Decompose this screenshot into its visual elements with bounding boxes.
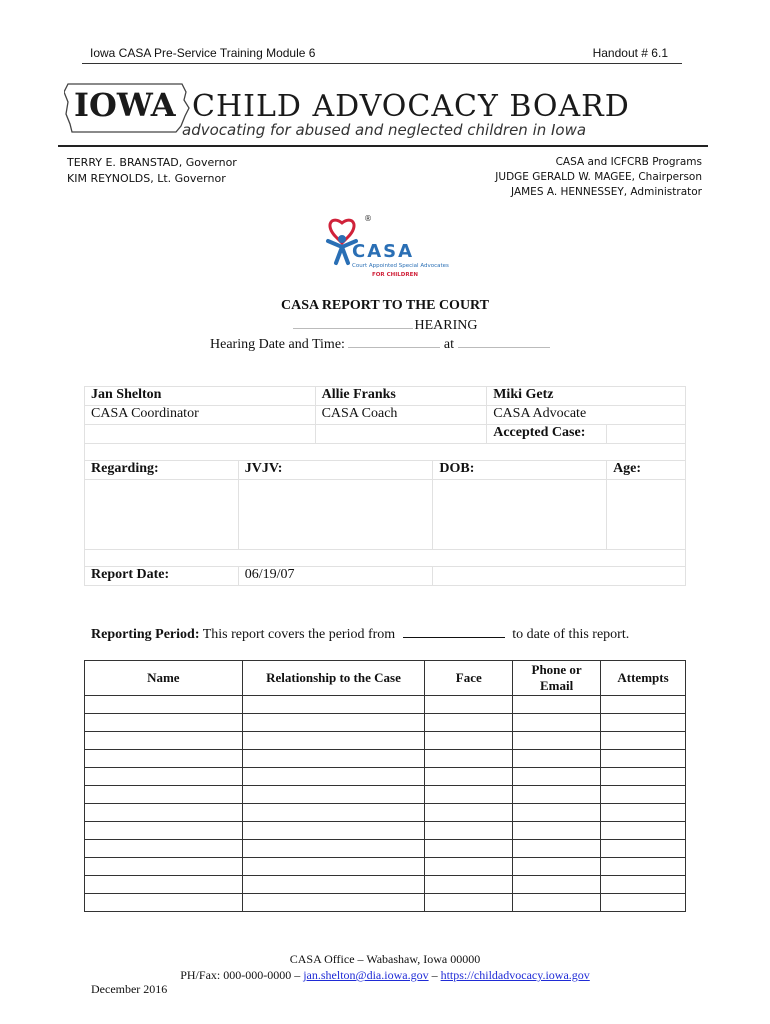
table-cell[interactable] bbox=[85, 822, 243, 840]
report-title: CASA REPORT TO THE COURT bbox=[280, 298, 490, 313]
table-cell[interactable] bbox=[601, 696, 686, 714]
logo-iowa-text: IOWA bbox=[74, 86, 176, 124]
footer-dash: – bbox=[431, 968, 438, 982]
table-cell[interactable] bbox=[601, 786, 686, 804]
table-cell[interactable] bbox=[513, 750, 601, 768]
table-cell[interactable] bbox=[85, 732, 243, 750]
table-cell[interactable] bbox=[85, 696, 243, 714]
table-cell[interactable] bbox=[242, 786, 425, 804]
governor: TERRY E. BRANSTAD, Governor bbox=[67, 156, 237, 169]
hearing-label: HEARING bbox=[414, 318, 478, 333]
reporting-period bbox=[91, 625, 629, 643]
table-cell[interactable] bbox=[85, 714, 243, 732]
table-cell[interactable] bbox=[425, 822, 513, 840]
table-cell[interactable] bbox=[425, 732, 513, 750]
age-label: Age: bbox=[607, 461, 686, 480]
hearing-date-label: Hearing Date and Time: bbox=[210, 337, 345, 352]
table-cell[interactable] bbox=[513, 858, 601, 876]
programs: CASA and ICFCRB Programs bbox=[555, 156, 702, 168]
case-info-table bbox=[84, 386, 686, 586]
table-cell[interactable] bbox=[85, 786, 243, 804]
dob-field[interactable] bbox=[433, 480, 607, 550]
table-row bbox=[85, 696, 686, 714]
handout-label: Handout # 6.1 bbox=[592, 46, 668, 60]
jvjv-label: JVJV: bbox=[238, 461, 433, 480]
footer-date: December 2016 bbox=[91, 982, 168, 996]
table-row bbox=[85, 858, 686, 876]
table-cell[interactable] bbox=[601, 768, 686, 786]
regarding-label: Regarding: bbox=[85, 461, 239, 480]
table-cell[interactable] bbox=[85, 804, 243, 822]
table-cell[interactable] bbox=[513, 714, 601, 732]
jvjv-field[interactable] bbox=[238, 480, 433, 550]
casa-logo bbox=[318, 215, 458, 285]
accepted-case-label: Accepted Case: bbox=[487, 425, 607, 444]
chairperson: JUDGE GERALD W. MAGEE, Chairperson bbox=[495, 171, 702, 183]
coordinator-name: Jan Shelton bbox=[85, 387, 316, 406]
col-name: Name bbox=[85, 661, 243, 696]
casa-word: CASA bbox=[352, 241, 415, 262]
table-cell[interactable] bbox=[242, 804, 425, 822]
col-phone-email: Phone or Email bbox=[513, 661, 601, 696]
table-row bbox=[85, 876, 686, 894]
table-cell[interactable] bbox=[513, 786, 601, 804]
contacts-body bbox=[85, 696, 686, 912]
footer-phfax: PH/Fax: 000-000-0000 – bbox=[180, 968, 301, 982]
table-cell[interactable] bbox=[601, 822, 686, 840]
table-cell[interactable] bbox=[425, 804, 513, 822]
table-cell[interactable] bbox=[242, 858, 425, 876]
table-cell[interactable] bbox=[425, 876, 513, 894]
reporting-period-text2: to date of this report. bbox=[512, 627, 630, 642]
lt-governor: KIM REYNOLDS, Lt. Governor bbox=[67, 172, 226, 185]
table-cell[interactable] bbox=[242, 750, 425, 768]
table-cell[interactable] bbox=[242, 714, 425, 732]
reporting-period-text1: This report covers the period from bbox=[202, 627, 396, 642]
hearing-type-blank[interactable] bbox=[293, 316, 413, 329]
table-cell[interactable] bbox=[601, 840, 686, 858]
coach-role: CASA Coach bbox=[315, 406, 487, 425]
table-cell[interactable] bbox=[513, 840, 601, 858]
table-cell[interactable] bbox=[601, 750, 686, 768]
table-cell[interactable] bbox=[242, 840, 425, 858]
table-row bbox=[85, 840, 686, 858]
report-date-value[interactable]: 06/19/07 bbox=[238, 567, 433, 586]
dob-label: DOB: bbox=[433, 461, 607, 480]
casa-for-children: FOR CHILDREN bbox=[372, 272, 418, 278]
table-row bbox=[85, 750, 686, 768]
officials-left bbox=[67, 155, 237, 187]
table-row bbox=[85, 732, 686, 750]
col-face: Face bbox=[425, 661, 513, 696]
hearing-time-blank[interactable] bbox=[458, 335, 550, 348]
coordinator-role: CASA Coordinator bbox=[85, 406, 316, 425]
logo-divider bbox=[58, 145, 708, 147]
reporting-period-from-blank[interactable] bbox=[403, 625, 505, 638]
table-cell[interactable] bbox=[601, 804, 686, 822]
table-cell[interactable] bbox=[601, 894, 686, 912]
table-cell[interactable] bbox=[425, 750, 513, 768]
table-row bbox=[85, 804, 686, 822]
table-cell[interactable] bbox=[242, 732, 425, 750]
table-cell[interactable] bbox=[85, 894, 243, 912]
table-row bbox=[85, 714, 686, 732]
age-field[interactable] bbox=[607, 480, 686, 550]
report-date-label: Report Date: bbox=[85, 567, 239, 586]
table-cell[interactable] bbox=[425, 714, 513, 732]
footer-contact bbox=[0, 968, 770, 983]
page-header bbox=[90, 46, 680, 60]
table-cell[interactable] bbox=[601, 732, 686, 750]
hearing-line bbox=[0, 316, 770, 334]
table-cell[interactable] bbox=[425, 786, 513, 804]
table-cell[interactable] bbox=[242, 696, 425, 714]
table-cell[interactable] bbox=[242, 822, 425, 840]
table-cell[interactable] bbox=[601, 858, 686, 876]
table-cell[interactable] bbox=[425, 894, 513, 912]
table-row bbox=[85, 822, 686, 840]
coach-name: Allie Franks bbox=[315, 387, 487, 406]
regarding-field[interactable] bbox=[85, 480, 239, 550]
table-cell[interactable] bbox=[242, 894, 425, 912]
hearing-at: at bbox=[443, 337, 455, 352]
table-row bbox=[85, 768, 686, 786]
footer-office: CASA Office – Wabashaw, Iowa 00000 bbox=[289, 952, 481, 966]
casa-subtitle: Court Appointed Special Advocates bbox=[352, 263, 449, 269]
table-cell[interactable] bbox=[242, 876, 425, 894]
table-row bbox=[85, 894, 686, 912]
table-cell[interactable] bbox=[85, 840, 243, 858]
officials-right bbox=[495, 155, 702, 200]
registered-mark: ® bbox=[364, 215, 372, 223]
footer-url-link[interactable]: https://childadvocacy.iowa.gov bbox=[440, 968, 590, 982]
footer-email-link[interactable]: jan.shelton@dia.iowa.gov bbox=[303, 968, 429, 982]
header-divider bbox=[82, 63, 682, 64]
table-cell[interactable] bbox=[425, 858, 513, 876]
iowa-child-advocacy-board-logo bbox=[64, 80, 704, 142]
table-cell[interactable] bbox=[513, 768, 601, 786]
table-cell[interactable] bbox=[601, 876, 686, 894]
table-cell[interactable] bbox=[513, 804, 601, 822]
table-cell[interactable] bbox=[513, 876, 601, 894]
table-cell[interactable] bbox=[85, 876, 243, 894]
administrator: JAMES A. HENNESSEY, Administrator bbox=[511, 186, 702, 198]
col-attempts: Attempts bbox=[601, 661, 686, 696]
contacts-table bbox=[84, 660, 686, 912]
accepted-case-field[interactable] bbox=[607, 425, 686, 444]
table-cell[interactable] bbox=[513, 732, 601, 750]
advocate-name: Miki Getz bbox=[487, 387, 686, 406]
advocate-role: CASA Advocate bbox=[487, 406, 686, 425]
table-cell[interactable] bbox=[85, 768, 243, 786]
reporting-period-label: Reporting Period: bbox=[91, 627, 200, 642]
logo-tagline: advocating for abused and neglected children in Iowa bbox=[182, 121, 587, 139]
table-row bbox=[85, 786, 686, 804]
table-cell[interactable] bbox=[425, 840, 513, 858]
table-cell[interactable] bbox=[425, 768, 513, 786]
table-cell[interactable] bbox=[513, 822, 601, 840]
table-cell[interactable] bbox=[601, 714, 686, 732]
logo-board-text: CHILD ADVOCACY BOARD bbox=[192, 89, 630, 124]
table-cell[interactable] bbox=[85, 750, 243, 768]
hearing-date-line bbox=[210, 335, 550, 353]
module-label: Iowa CASA Pre-Service Training Module 6 bbox=[90, 46, 316, 60]
hearing-date-blank[interactable] bbox=[348, 335, 440, 348]
table-cell[interactable] bbox=[425, 696, 513, 714]
table-cell[interactable] bbox=[513, 894, 601, 912]
table-cell[interactable] bbox=[242, 768, 425, 786]
table-cell[interactable] bbox=[85, 858, 243, 876]
table-cell[interactable] bbox=[513, 696, 601, 714]
col-relationship: Relationship to the Case bbox=[242, 661, 425, 696]
